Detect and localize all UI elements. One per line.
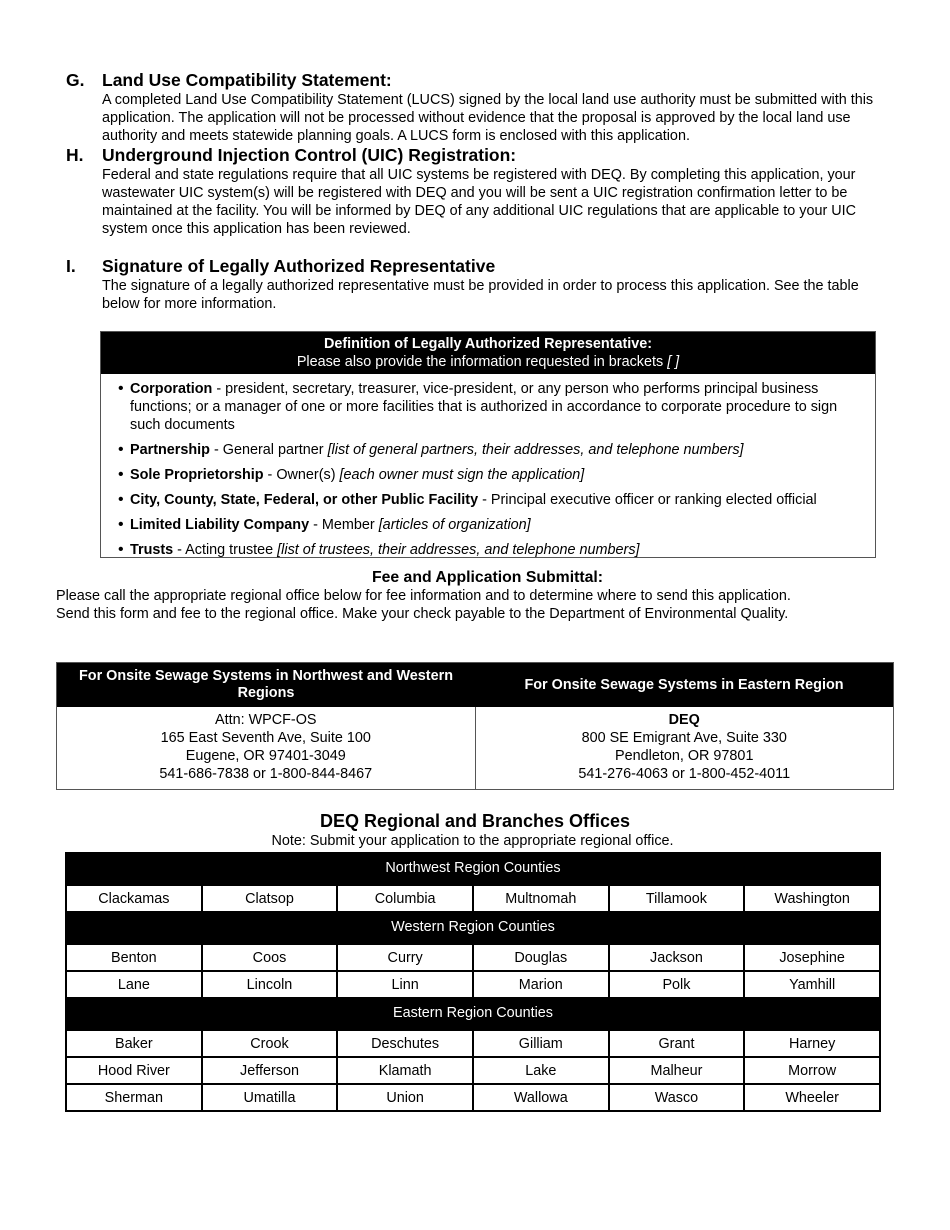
county-cell: Lake — [473, 1057, 609, 1084]
county-cell: Malheur — [609, 1057, 745, 1084]
definition-box — [100, 331, 876, 558]
office-east-address — [475, 707, 894, 790]
list-item — [118, 516, 865, 534]
regional-note: Note: Submit your application to the appropriate regional office. — [271, 833, 674, 849]
county-cell: Harney — [744, 1029, 880, 1057]
county-cell: Washington — [744, 884, 880, 912]
county-cell: Baker — [66, 1029, 202, 1057]
definition-header — [101, 332, 875, 374]
section-i-heading — [66, 256, 886, 277]
eastern-region-header: Eastern Region Counties — [66, 998, 880, 1029]
definition-term: City, County, State, Federal, or other Public Facility — [130, 492, 479, 508]
county-cell: Wheeler — [744, 1084, 880, 1111]
county-cell: Hood River — [66, 1057, 202, 1084]
section-g-title: Land Use Compatibility Statement: — [102, 70, 392, 90]
office-nw-phone: 541-686-7838 or 1-800-844-8467 — [159, 766, 373, 782]
county-table — [65, 852, 881, 1112]
definition-subtitle: Please also provide the information requested in brackets — [296, 354, 664, 370]
section-h-title: Underground Injection Control (UIC) Registration: — [102, 145, 517, 165]
county-cell: Multnomah — [473, 884, 609, 912]
office-nw-header: For Onsite Sewage Systems in Northwest and Western Regions — [57, 663, 476, 708]
office-east-city: Pendleton, OR 97801 — [615, 748, 754, 764]
section-i-letter: I. — [66, 256, 76, 276]
definition-note: [list of general partners, their addresses, and telephone numbers] — [327, 442, 744, 458]
definition-desc: - Member — [309, 517, 379, 533]
definition-term: Trusts — [130, 542, 174, 558]
fee-line-2: Send this form and fee to the regional office. Make your check payable to the Department of Environmental Quality. — [56, 606, 789, 622]
definition-subtitle-brackets: [ ] — [667, 354, 680, 370]
county-cell: Douglas — [473, 943, 609, 971]
office-nw-city: Eugene, OR 97401-3049 — [185, 748, 346, 764]
table-row — [66, 1057, 880, 1084]
county-cell: Deschutes — [337, 1029, 473, 1057]
section-g-letter: G. — [66, 70, 85, 90]
county-cell: Lane — [66, 971, 202, 998]
county-cell: Marion — [473, 971, 609, 998]
office-nw-attn: Attn: WPCF-OS — [214, 712, 317, 728]
office-address-table — [56, 662, 894, 790]
section-h-body: Federal and state regulations require that all UIC systems be registered with DEQ. By completing this application, your wastewater UIC system(s) will be registered with DEQ and you will be sent a UIC registration confirmation letter to be maintained at the facility. You will be informed by DEQ of any additional UIC regulations that are applicable to your UIC system once this application has been reviewed. — [102, 167, 857, 237]
county-cell: Grant — [609, 1029, 745, 1057]
county-cell: Jackson — [609, 943, 745, 971]
county-cell: Linn — [337, 971, 473, 998]
section-h-heading — [66, 145, 886, 166]
office-east-name: DEQ — [668, 712, 700, 728]
office-nw-street: 165 East Seventh Ave, Suite 100 — [160, 730, 371, 746]
table-row — [66, 1029, 880, 1057]
county-cell: Coos — [202, 943, 338, 971]
county-cell: Jefferson — [202, 1057, 338, 1084]
list-item — [118, 541, 865, 559]
section-i-title: Signature of Legally Authorized Representative — [102, 256, 496, 276]
county-cell: Umatilla — [202, 1084, 338, 1111]
eastern-region-header-row — [66, 998, 880, 1029]
definition-note: [list of trustees, their addresses, and telephone numbers] — [277, 542, 640, 558]
county-cell: Wallowa — [473, 1084, 609, 1111]
definition-desc: - Owner(s) — [263, 467, 340, 483]
western-region-header-row — [66, 912, 880, 943]
county-cell: Yamhill — [744, 971, 880, 998]
county-cell: Clatsop — [202, 884, 338, 912]
section-g-body: A completed Land Use Compatibility Statement (LUCS) signed by the local land use authority must be submitted with this application. The application will not be processed without evidence that the proposal is approved by the local land use authority and meets statewide planning goals. A LUCS form is enclosed with this application. — [102, 92, 874, 144]
county-cell: Benton — [66, 943, 202, 971]
definition-desc: - General partner — [209, 442, 328, 458]
table-row — [66, 884, 880, 912]
definition-title: Definition of Legally Authorized Representative: — [323, 336, 653, 352]
definition-subtitle-line — [101, 353, 875, 371]
definition-note: [articles of organization] — [378, 517, 531, 533]
western-region-header: Western Region Counties — [66, 912, 880, 943]
office-east-street: 800 SE Emigrant Ave, Suite 330 — [581, 730, 787, 746]
section-h — [66, 145, 886, 238]
county-cell: Gilliam — [473, 1029, 609, 1057]
definition-desc: - Acting trustee — [173, 542, 278, 558]
definition-note: [each owner must sign the application] — [339, 467, 585, 483]
definition-term: Partnership — [130, 442, 210, 458]
county-cell: Josephine — [744, 943, 880, 971]
section-i — [66, 256, 886, 313]
fee-text — [56, 587, 916, 623]
list-item — [118, 466, 865, 484]
county-cell: Clackamas — [66, 884, 202, 912]
office-east-phone: 541-276-4063 or 1-800-452-4011 — [578, 766, 791, 782]
definition-desc: - president, secretary, treasurer, vice-president, or any person who performs principal business functions; or a manager of one or more facilities that is authorized in accordance to corporate procedure to sign such documents — [130, 381, 838, 433]
list-item — [118, 491, 865, 509]
regional-title: DEQ Regional and Branches Offices — [319, 811, 631, 831]
county-cell: Wasco — [609, 1084, 745, 1111]
office-east-header: For Onsite Sewage Systems in Eastern Region — [475, 663, 894, 708]
definition-term: Sole Proprietorship — [130, 467, 264, 483]
county-cell: Klamath — [337, 1057, 473, 1084]
section-g — [66, 70, 886, 145]
county-cell: Sherman — [66, 1084, 202, 1111]
county-cell: Union — [337, 1084, 473, 1111]
list-item — [118, 441, 865, 459]
county-cell: Columbia — [337, 884, 473, 912]
fee-line-1: Please call the appropriate regional office below for fee information and to determine where to send this application. — [56, 588, 791, 604]
definition-term: Limited Liability Company — [130, 517, 310, 533]
section-h-letter: H. — [66, 145, 84, 165]
county-cell: Polk — [609, 971, 745, 998]
county-cell: Curry — [337, 943, 473, 971]
table-row — [66, 971, 880, 998]
county-cell: Tillamook — [609, 884, 745, 912]
fee-title: Fee and Application Submittal: — [371, 569, 604, 586]
county-cell: Morrow — [744, 1057, 880, 1084]
list-item — [118, 380, 865, 434]
northwest-region-header-row — [66, 853, 880, 884]
definition-desc: - Principal executive officer or ranking elected official — [478, 492, 817, 508]
table-row — [66, 1084, 880, 1111]
section-i-body: The signature of a legally authorized representative must be provided in order to process this application. See the table below for more information. — [102, 278, 859, 312]
section-g-heading — [66, 70, 886, 91]
table-row — [66, 943, 880, 971]
county-cell: Lincoln — [202, 971, 338, 998]
county-cell: Crook — [202, 1029, 338, 1057]
definition-term: Corporation — [130, 381, 213, 397]
northwest-region-header: Northwest Region Counties — [66, 853, 880, 884]
office-nw-address — [57, 707, 476, 790]
definition-list — [101, 374, 875, 559]
